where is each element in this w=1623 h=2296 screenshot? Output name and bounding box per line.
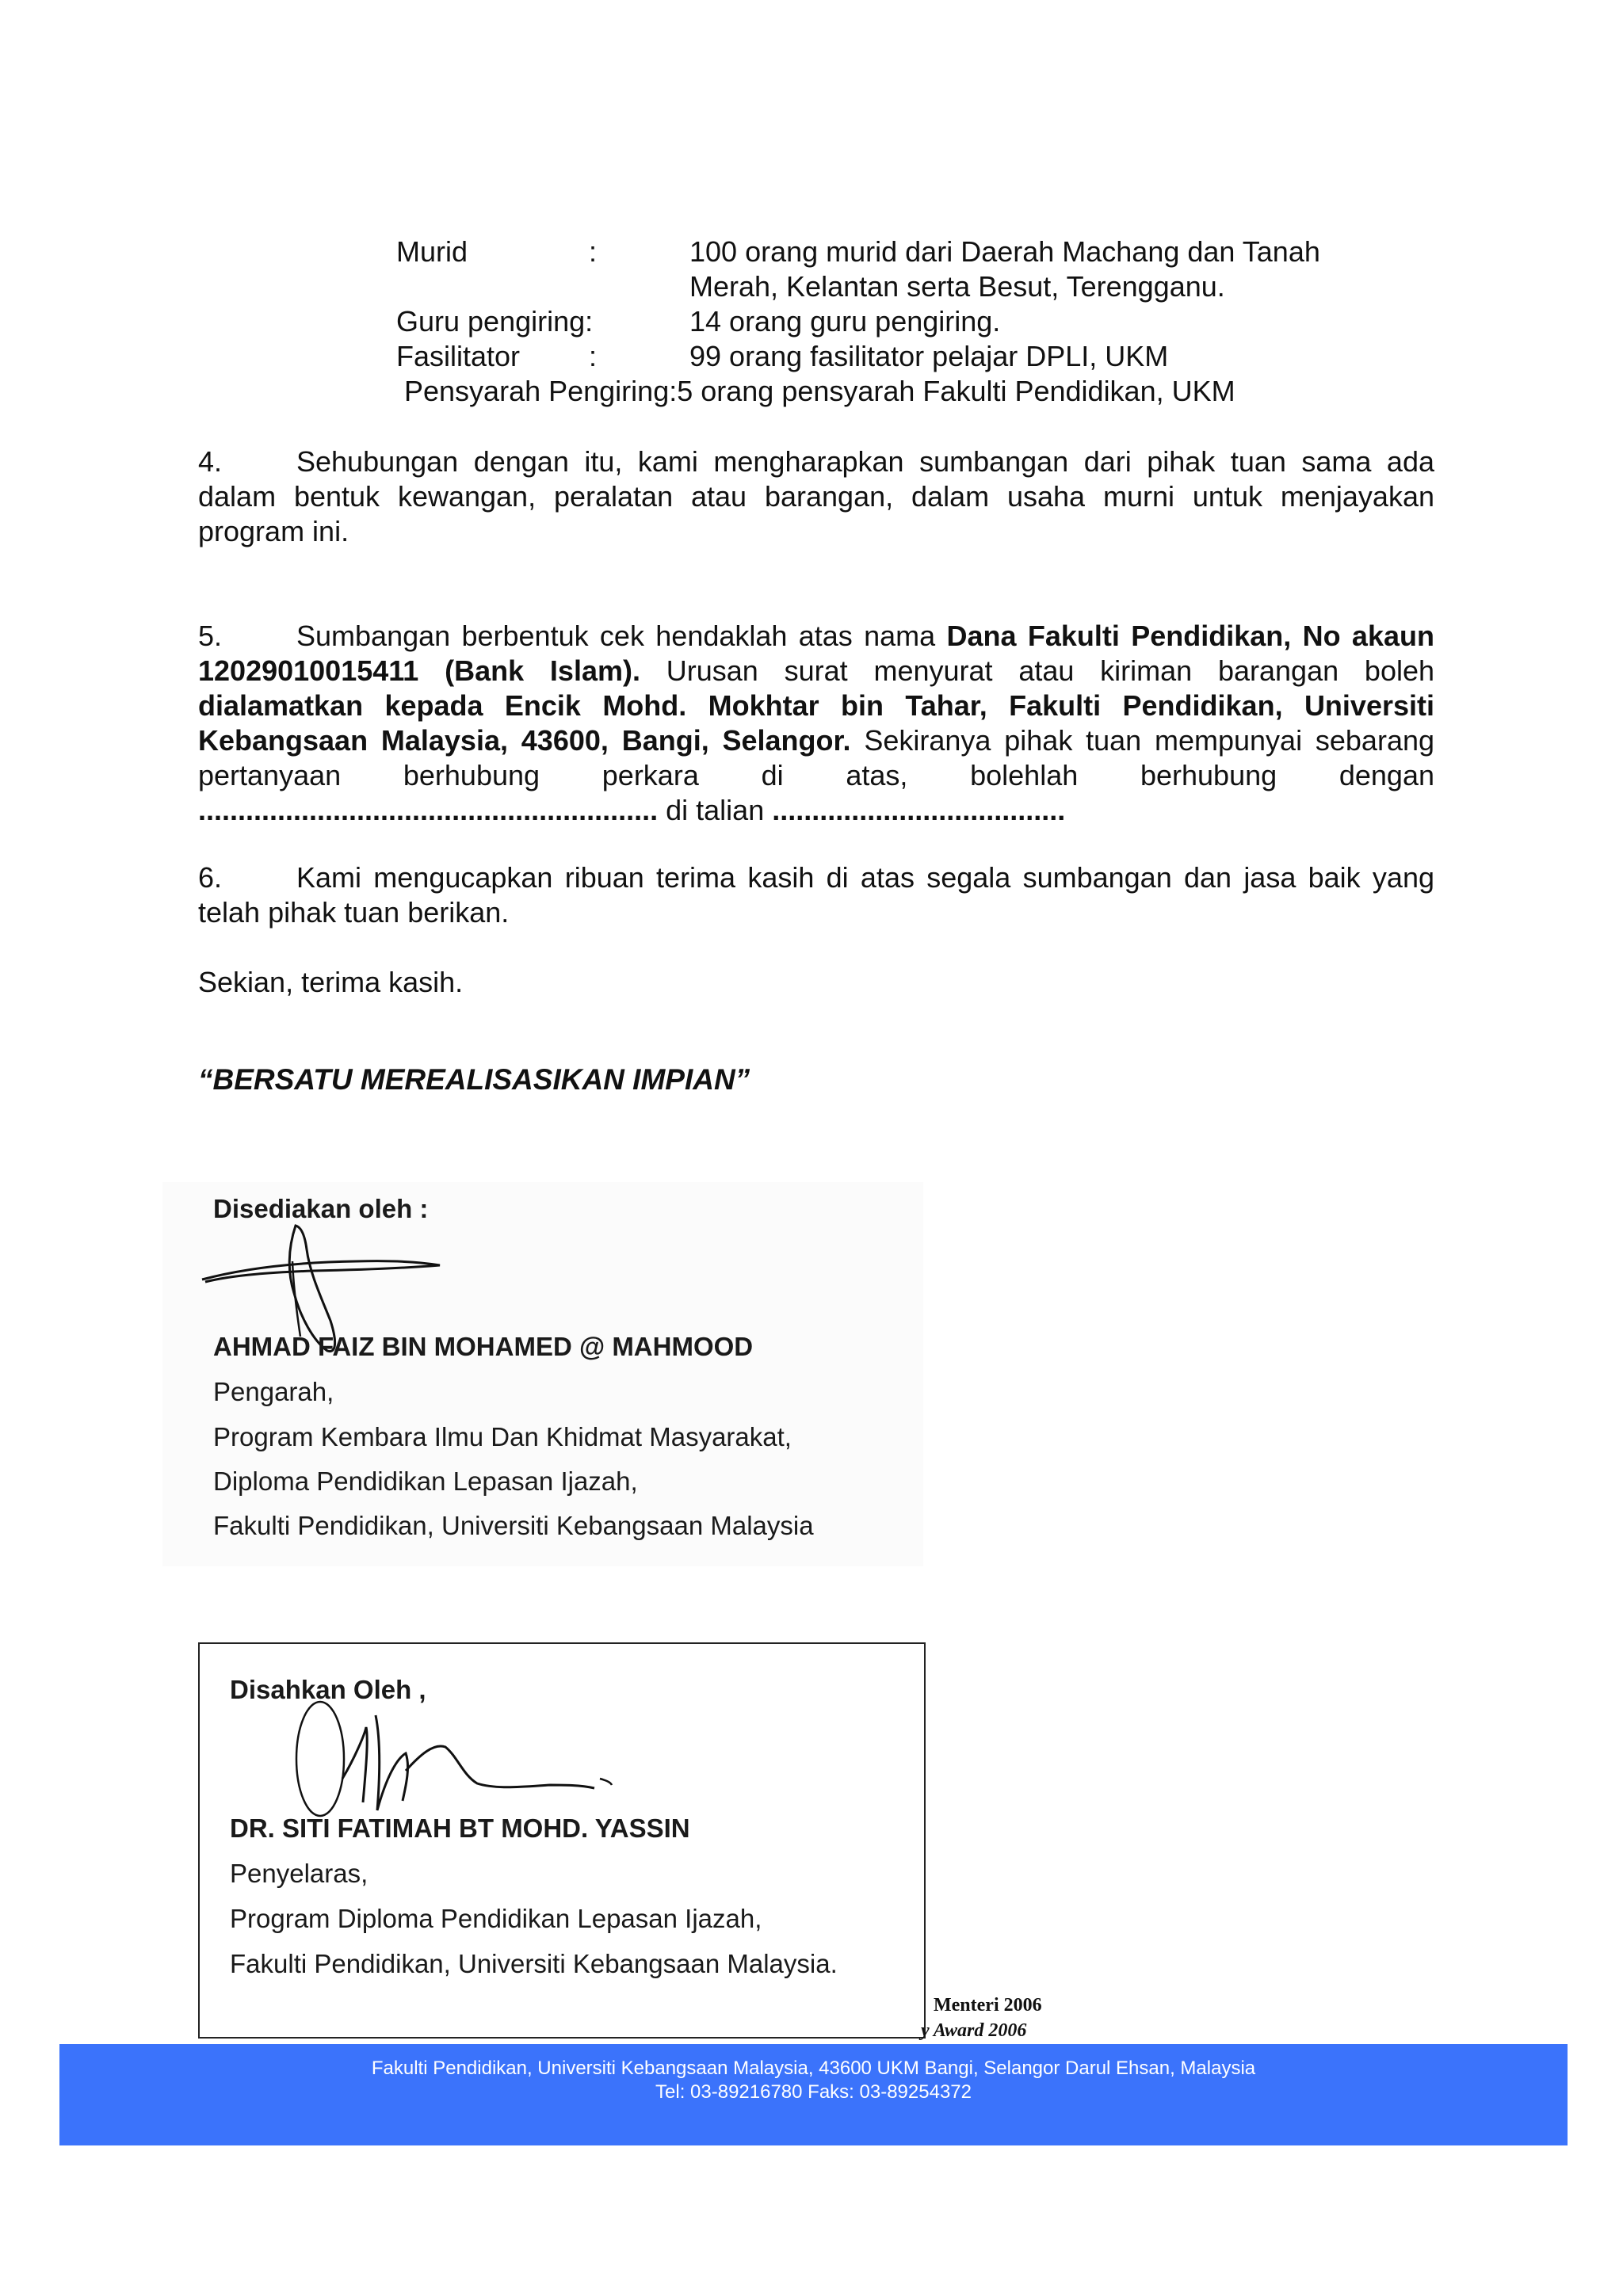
contact-blank: .......................................................... xyxy=(198,794,659,826)
participant-value: 14 orang guru pengiring. xyxy=(689,305,1001,338)
paragraph-6 xyxy=(198,860,1434,930)
account-details: Dana Fakulti Pendidikan, No akaun 12029010015411 (Bank Islam). xyxy=(198,620,1434,687)
prepared-heading: Disediakan oleh : xyxy=(213,1194,429,1223)
paragraph-text: Sumbangan berbentuk cek hendaklah atas nama xyxy=(296,620,947,652)
approved-heading: Disahkan Oleh , xyxy=(230,1675,426,1704)
address-details: dialamatkan kepada Encik Mohd. Mokhtar bin Tahar, Fakulti Pendidikan, Universiti Kebangsaan Malaysia, 43600, Bangi, Selangor. xyxy=(198,689,1434,757)
participant-inline: Pensyarah Pengiring:5 orang pensyarah Fakulti Pendidikan, UKM xyxy=(404,375,1235,407)
paragraph-number: 6. xyxy=(198,861,223,894)
prepared-line: Diploma Pendidikan Lepasan Ijazah, xyxy=(213,1466,638,1496)
approved-by-block xyxy=(198,1642,926,2039)
participant-label: Fasilitator xyxy=(396,340,521,372)
footer-address: Fakulti Pendidikan, Universiti Kebangsaan Malaysia, 43600 UKM Bangi, Selangor Darul Ehsan, Malaysia xyxy=(371,2058,1256,2079)
approved-line: Penyelaras, xyxy=(230,1859,369,1888)
participant-value: 100 orang murid dari Daerah Machang dan Tanah xyxy=(689,235,1320,268)
approved-line: Fakulti Pendidikan, Universiti Kebangsaan Malaysia. xyxy=(230,1949,838,1978)
award-line-2: y Award 2006 xyxy=(921,2020,1027,2041)
participant-row-fasilitator xyxy=(396,339,1426,374)
paragraph-text: Sekiranya pihak tuan mempunyai sebarang pertanyaan berhubung perkara di atas, bolehlah berhubung dengan xyxy=(198,724,1435,791)
participant-row-murid xyxy=(396,235,1426,269)
participant-row-murid-cont xyxy=(396,269,1426,304)
prepared-name: AHMAD FAIZ BIN MOHAMED @ MAHMOOD xyxy=(213,1332,754,1361)
participant-label: Guru pengiring: xyxy=(396,305,594,338)
footer-bar xyxy=(59,2044,1568,2145)
closing-text: Sekian, terima kasih. xyxy=(198,966,464,998)
prepared-line: Program Kembara Ilmu Dan Khidmat Masyarakat, xyxy=(213,1422,792,1451)
paragraph-4 xyxy=(198,444,1434,549)
paragraph-number: 4. xyxy=(198,445,223,478)
phone-blank: ..................................... xyxy=(772,794,1066,826)
prepared-line: Pengarah, xyxy=(213,1377,334,1406)
participant-colon: : xyxy=(589,235,598,268)
participant-value: 99 orang fasilitator pelajar DPLI, UKM xyxy=(689,340,1169,372)
prepared-by-block xyxy=(162,1182,923,1566)
slogan: “BERSATU MEREALISASIKAN IMPIAN” xyxy=(198,1063,750,1096)
approved-line: Program Diploma Pendidikan Lepasan Ijazah, xyxy=(230,1904,762,1933)
award-line-1: Menteri 2006 xyxy=(934,1995,1042,2016)
paragraph-number: 5. xyxy=(198,620,223,652)
paragraph-text: Urusan surat menyurat atau kiriman barangan boleh xyxy=(640,654,1435,687)
participant-colon: : xyxy=(589,340,598,372)
approved-name: DR. SITI FATIMAH BT MOHD. YASSIN xyxy=(230,1814,690,1843)
participant-label: Murid xyxy=(396,235,468,268)
paragraph-text: Kami mengucapkan ribuan terima kasih di atas segala sumbangan dan jasa baik yang telah pihak tuan berikan. xyxy=(198,861,1434,929)
paragraph-text: di talian xyxy=(658,794,773,826)
prepared-line: Fakulti Pendidikan, Universiti Kebangsaan Malaysia xyxy=(213,1511,814,1540)
participant-row-pensyarah xyxy=(396,374,1426,409)
footer-contact: Tel: 03-89216780 Faks: 03-89254372 xyxy=(655,2081,972,2103)
participant-row-guru xyxy=(396,304,1426,339)
paragraph-5 xyxy=(198,619,1434,828)
participant-value-cont: Merah, Kelantan serta Besut, Terengganu. xyxy=(689,270,1225,303)
paragraph-text: Sehubungan dengan itu, kami mengharapkan sumbangan dari pihak tuan sama ada dalam bentuk kewangan, peralatan atau barangan, dalam usaha murni untuk menjayakan program ini. xyxy=(198,445,1434,547)
